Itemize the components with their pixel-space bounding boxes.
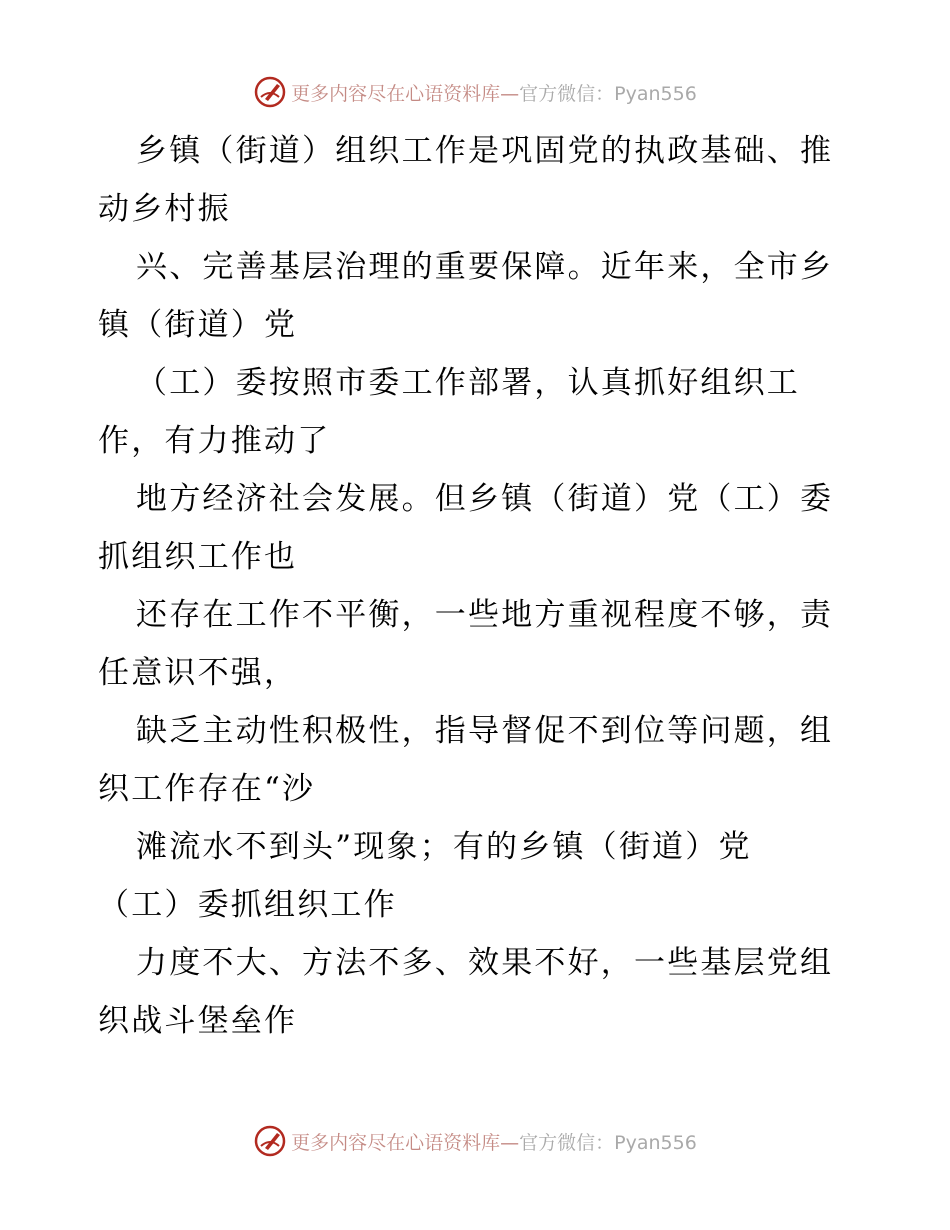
body-line: 织工作存在“沙 <box>98 771 316 807</box>
body-line: 兴、完善基层治理的重要保障。近年来，全市乡 <box>136 249 834 285</box>
body-line: 滩流水不到头”现象；有的乡镇（街道）党 <box>136 829 752 865</box>
body-line: 乡镇（街道）组织工作是巩固党的执政基础、推 <box>136 133 834 169</box>
body-line: 作，有力推动了 <box>98 423 331 459</box>
body-line: 缺乏主动性积极性，指导督促不到位等问题，组 <box>136 713 834 749</box>
body-line: 还存在工作不平衡，一些地方重视程度不够，责 <box>136 597 834 633</box>
body-line: 力度不大、方法不多、效果不好，一些基层党组 <box>136 945 834 981</box>
quill-book-logo-icon <box>253 75 287 109</box>
header-wechat-text: 官方微信：Pyan556 <box>519 82 697 105</box>
quill-book-logo-icon <box>253 1124 287 1158</box>
body-line: 任意识不强， <box>98 655 298 691</box>
footer-banner <box>0 1119 950 1163</box>
body-line: 镇（街道）党 <box>98 307 298 343</box>
body-line: 动乡村振 <box>98 191 231 227</box>
body-line: 抓组织工作也 <box>98 539 298 575</box>
header-banner <box>0 70 950 114</box>
body-line: 织战斗堡垒作 <box>98 1003 298 1039</box>
document-body <box>98 122 858 1050</box>
body-line: 地方经济社会发展。但乡镇（街道）党（工）委 <box>136 481 834 517</box>
footer-banner-text: 更多内容尽在心语资料库—官方微信：Pyan556 <box>291 1131 697 1154</box>
footer-wechat-text: 官方微信：Pyan556 <box>519 1131 697 1154</box>
body-line: （工）委抓组织工作 <box>98 887 397 923</box>
header-banner-text: 更多内容尽在心语资料库—官方微信：Pyan556 <box>291 82 697 105</box>
body-line: （工）委按照市委工作部署，认真抓好组织工 <box>136 365 800 401</box>
